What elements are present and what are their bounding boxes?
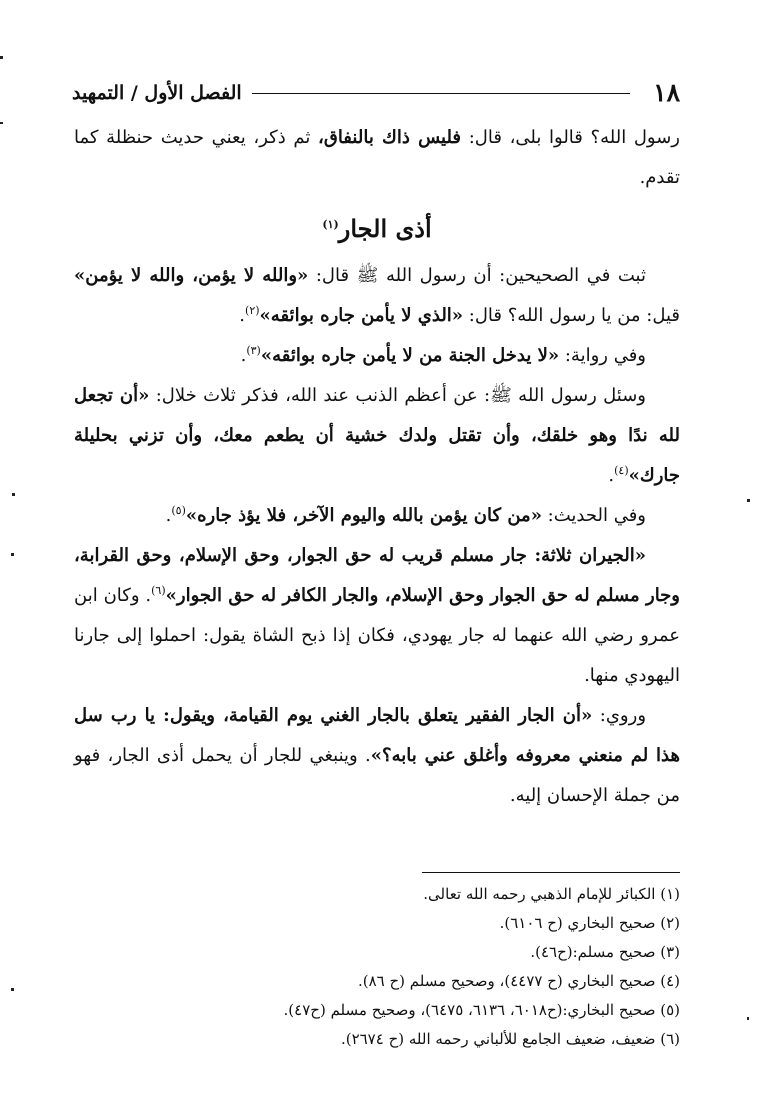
paragraph (74, 336, 680, 376)
scan-speck (11, 988, 14, 991)
footnote-ref: (٦) (151, 584, 166, 597)
hadith-quote: «والله لا يؤمن، والله لا يؤمن» (74, 265, 309, 286)
text-run: وسئل رسول الله ﷺ: عن أعظم الذنب عند الله، فذكر ثلاث خلال: (149, 385, 647, 406)
hadith-quote: «الذي لا يأمن جاره بوائقه» (259, 305, 464, 326)
footnote: (٣) صحيح مسلم:(ح٤٦). (530, 943, 680, 961)
footnote-ref: (٤) (614, 464, 629, 477)
page-header (72, 76, 680, 112)
hadith-quote: «لا يدخل الجنة من لا يأمن جاره بوائقه» (260, 345, 560, 366)
section-heading (74, 206, 680, 252)
scan-speck (0, 122, 3, 124)
hadith-quote: «أن الجار الفقير يتعلق بالجار الغني يوم القيامة، ويقول: يا رب سل هذا لم منعني معروفه وأغلق عني بابه؟» (74, 705, 680, 766)
footnote: (٤) صحيح البخاري (ح ٤٤٧٧)، وصحيح مسلم (ح ٨٦). (357, 972, 680, 990)
footnote-ref: (٥) (171, 504, 186, 517)
text-run: . (165, 505, 172, 526)
chapter-title: الفصل الأول / التمهيد (72, 82, 242, 104)
page-body (74, 118, 680, 816)
page-number: ١٨ (653, 78, 680, 107)
scan-speck (12, 493, 15, 496)
hadith-quote: «من كان يؤمن بالله واليوم الآخر، فلا يؤذ جاره» (185, 505, 542, 526)
paragraph (74, 536, 680, 696)
text-run: ثم ذكر، يعني حديث حنظلة كما تقدم. (74, 127, 680, 188)
footnote: (٥) صحيح البخاري:(ح٦٠١٨، ٦١٣٦، ٦٤٧٥)، وصحيح مسلم (ح٤٧). (283, 1001, 680, 1019)
header-rule (252, 93, 630, 94)
text-run: وفي الحديث: (541, 505, 646, 526)
scan-speck (0, 56, 3, 59)
footnote-separator (422, 872, 680, 873)
hadith-quote: «أن تجعل لله ندًا وهو خلقك، وأن تقتل ولدك خشية أن يطعم معك، وأن تزني بحليلة جارك» (74, 385, 680, 486)
text-run: . (608, 465, 615, 486)
bold-text: فليس ذاك بالنفاق، (318, 127, 462, 148)
footnote-ref: (٣) (246, 344, 261, 357)
footnote-ref: (٢) (245, 304, 260, 317)
text-run: . وكان ابن عمرو رضي الله عنهما له جار يهودي، فكان إذا ذبح الشاة يقول: احملوا إلى جارنا اليهودي منها. (74, 585, 680, 686)
text-run: ثبت في الصحيحين: أن رسول الله ﷺ قال: (308, 265, 646, 286)
text-run: وفي رواية: (559, 345, 646, 366)
text-run: رسول الله؟ قالوا بلى، قال: (461, 127, 681, 148)
paragraph (74, 376, 680, 496)
text-run: . (239, 305, 246, 326)
paragraph (74, 696, 680, 816)
paragraph (74, 118, 680, 198)
heading-text: أذى الجار (338, 214, 432, 243)
hadith-quote: «الجيران ثلاثة: جار مسلم قريب له حق الجوار، وحق الإسلام، وحق القرابة، وجار مسلم له حق الجوار وحق الإسلام، والجار الكافر له حق الجوار» (74, 545, 680, 606)
paragraph (74, 496, 680, 536)
footnote: (٢) صحيح البخاري (ح ٦١٠٦). (499, 914, 680, 932)
text-run: . وينبغي للجار أن يحمل أذى الجار، فهو من جملة الإحسان إليه. (74, 745, 680, 806)
text-run: وروي: (592, 705, 647, 726)
text-run: قيل: من يا رسول الله؟ قال: (463, 305, 680, 326)
footnote: (٦) ضعيف، ضعيف الجامع للألباني رحمه الله (ح ٢٦٧٤). (340, 1030, 680, 1048)
text-run: . (240, 345, 247, 366)
scan-speck (747, 1017, 749, 1020)
footnotes (74, 880, 680, 1054)
paragraph (74, 256, 680, 336)
footnote-ref: (١) (322, 218, 339, 231)
footnote: (١) الكبائر للإمام الذهبي رحمه الله تعالى. (423, 885, 680, 903)
scan-speck (747, 499, 750, 502)
scan-speck (11, 553, 14, 556)
